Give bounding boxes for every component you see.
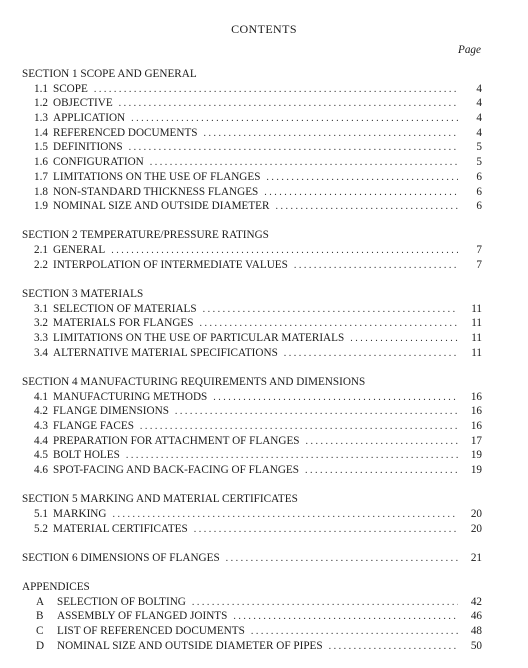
entry-title: FLANGE DIMENSIONS [53, 405, 169, 418]
section-heading[interactable]: SECTION 4 MANUFACTURING REQUIREMENTS AND DIMENSIONS [22, 375, 366, 388]
toc-entry[interactable] [22, 419, 482, 434]
toc-entry[interactable] [22, 316, 482, 331]
entry-title: APPLICATION [53, 112, 126, 125]
entry-page: 7 [476, 258, 482, 271]
entry-page: 4 [476, 126, 482, 139]
entry-page: 50 [470, 639, 482, 652]
dot-leader [251, 625, 458, 640]
entry-number: 3.3 [34, 332, 48, 344]
entry-page: 19 [470, 464, 482, 476]
dot-leader [266, 171, 458, 186]
entry-number: 5.2 [34, 522, 48, 535]
toc-section-1 [22, 67, 482, 214]
toc-entry[interactable] [22, 346, 482, 361]
dot-leader [275, 200, 458, 215]
toc-entry[interactable] [22, 507, 482, 522]
entry-page: 6 [476, 185, 482, 198]
toc-entry[interactable] [22, 609, 482, 624]
dot-leader [329, 640, 458, 655]
dot-leader [204, 127, 458, 142]
entry-number: 1.8 [34, 185, 48, 198]
dot-leader [131, 112, 458, 127]
dot-leader [129, 141, 458, 156]
toc-entry[interactable] [22, 551, 482, 566]
toc-entry[interactable] [22, 111, 482, 126]
entry-title: NON-STANDARD THICKNESS FLANGES [53, 185, 259, 198]
entry-title: FLANGE FACES [53, 419, 134, 432]
entry-page: 5 [476, 156, 482, 169]
entry-title: OBJECTIVE [53, 97, 113, 110]
entry-letter: B [36, 610, 44, 623]
entry-title: INTERPOLATION OF INTERMEDIATE VALUES [53, 258, 288, 271]
dot-leader [294, 259, 458, 274]
entry-title: NOMINAL SIZE AND OUTSIDE DIAMETER OF PIPES [57, 639, 323, 652]
entry-letter: A [36, 595, 45, 608]
entry-number: 4.1 [34, 390, 48, 403]
entry-title: MANUFACTURING METHODS [53, 390, 208, 403]
entry-title: SELECTION OF MATERIALS [53, 302, 197, 315]
section-heading[interactable]: SECTION 3 MATERIALS [22, 287, 144, 300]
toc-entry[interactable] [22, 126, 482, 141]
section-heading: SECTION 6 DIMENSIONS OF FLANGES [22, 551, 220, 564]
entry-page: 20 [470, 507, 482, 520]
section-heading[interactable]: SECTION 1 SCOPE AND GENERAL [22, 68, 197, 80]
toc-entry[interactable] [22, 434, 482, 449]
entry-page: 11 [471, 332, 482, 344]
toc-entry[interactable] [22, 140, 482, 155]
entry-title: LIMITATIONS ON THE USE OF FLANGES [53, 170, 261, 183]
entry-page: 19 [470, 449, 482, 462]
toc-entry[interactable] [22, 639, 482, 654]
entry-title: ASSEMBLY OF FLANGED JOINTS [57, 610, 228, 623]
entry-number: 5.1 [34, 507, 48, 520]
entry-page: 5 [476, 141, 482, 154]
dot-leader [213, 391, 458, 406]
dot-leader [203, 303, 458, 318]
toc-entry[interactable] [22, 331, 482, 346]
dot-leader [126, 449, 458, 464]
dot-leader [119, 97, 458, 112]
toc-entry[interactable] [22, 155, 482, 170]
entry-letter: C [36, 625, 44, 637]
entry-number: 4.4 [34, 434, 48, 447]
entry-page: 11 [471, 317, 482, 330]
toc-section-4 [22, 375, 482, 478]
toc-entry[interactable] [22, 463, 482, 478]
entry-page: 20 [470, 522, 482, 535]
entry-number: 3.4 [34, 346, 48, 359]
dot-leader [350, 332, 458, 347]
toc-entry[interactable] [22, 522, 482, 537]
entry-page: 17 [470, 434, 482, 447]
dot-leader [150, 156, 458, 171]
section-heading[interactable]: SECTION 2 TEMPERATURE/PRESSURE RATINGS [22, 229, 269, 242]
entry-title: SPOT-FACING AND BACK-FACING OF FLANGES [53, 464, 299, 476]
entry-page: 46 [470, 610, 482, 623]
entry-letter: D [36, 639, 45, 652]
entry-title: BOLT HOLES [53, 449, 120, 462]
entry-number: 1.7 [34, 170, 48, 183]
toc-entry[interactable] [22, 82, 482, 97]
entry-number: 2.2 [34, 258, 48, 271]
toc-entry[interactable] [22, 170, 482, 185]
entry-page: 6 [476, 170, 482, 183]
toc-entry[interactable] [22, 243, 482, 258]
entry-number: 4.5 [34, 449, 48, 462]
entry-number: 3.1 [34, 302, 48, 315]
toc-entry[interactable] [22, 258, 482, 273]
entry-page: 16 [470, 419, 482, 432]
page-column-heading: Page [458, 44, 481, 56]
toc-section-2 [22, 228, 482, 272]
entry-page: 42 [470, 595, 482, 608]
entry-page: 21 [470, 551, 482, 564]
toc-entry[interactable] [22, 185, 482, 200]
entry-page: 4 [476, 82, 482, 95]
entry-page: 6 [476, 200, 482, 213]
toc-entry[interactable] [22, 448, 482, 463]
entry-number: 1.9 [34, 200, 48, 213]
toc-entry[interactable] [22, 96, 482, 111]
page-title: CONTENTS [231, 22, 297, 36]
dot-leader [112, 508, 458, 523]
entry-number: 1.1 [34, 82, 48, 95]
entry-number: 4.3 [34, 419, 48, 432]
dot-leader [140, 420, 458, 435]
dot-leader [111, 244, 458, 259]
entry-title: REFERENCED DOCUMENTS [53, 126, 198, 139]
entry-number: 1.4 [34, 126, 48, 139]
toc-entry[interactable] [22, 199, 482, 214]
entry-number: 4.2 [34, 405, 48, 418]
entry-number: 1.3 [34, 112, 48, 125]
entry-page: 7 [476, 244, 482, 257]
entry-title: ALTERNATIVE MATERIAL SPECIFICATIONS [53, 346, 278, 359]
toc-entry[interactable] [22, 404, 482, 419]
entry-title: DEFINITIONS [53, 141, 123, 154]
entry-title: NOMINAL SIZE AND OUTSIDE DIAMETER [53, 200, 270, 213]
toc-entry[interactable] [22, 302, 482, 317]
dot-leader [194, 523, 458, 538]
toc-entry[interactable] [22, 624, 482, 639]
dot-leader [233, 610, 458, 625]
entry-page: 11 [471, 302, 482, 315]
dot-leader [226, 552, 458, 567]
entry-number: 2.1 [34, 244, 48, 257]
entry-number: 4.6 [34, 464, 48, 476]
entry-title: SELECTION OF BOLTING [57, 595, 186, 608]
dot-leader [264, 186, 458, 201]
toc-entry[interactable] [22, 390, 482, 405]
dot-leader [284, 347, 458, 362]
dot-leader [192, 596, 458, 611]
toc-section-3 [22, 287, 482, 360]
entry-title: LIMITATIONS ON THE USE OF PARTICULAR MATERIALS [53, 332, 345, 344]
toc-appendices [22, 580, 482, 653]
entry-number: 1.2 [34, 97, 48, 110]
toc-section-6 [22, 551, 482, 566]
section-heading[interactable]: SECTION 5 MARKING AND MATERIAL CERTIFICATES [22, 493, 298, 506]
section-heading[interactable]: APPENDICES [22, 580, 90, 593]
toc-entry[interactable] [22, 595, 482, 610]
table-of-contents [22, 67, 482, 668]
dot-leader [305, 464, 458, 479]
entry-page: 4 [476, 97, 482, 110]
entry-title: GENERAL [53, 244, 106, 257]
entry-number: 1.5 [34, 141, 48, 154]
entry-title: PREPARATION FOR ATTACHMENT OF FLANGES [53, 434, 300, 447]
toc-section-5 [22, 492, 482, 536]
entry-title: MATERIAL CERTIFICATES [53, 522, 188, 535]
entry-title: MATERIALS FOR FLANGES [53, 317, 194, 330]
entry-page: 4 [476, 112, 482, 125]
entry-title: MARKING [53, 507, 107, 520]
dot-leader [94, 83, 458, 98]
entry-number: 1.6 [34, 156, 48, 169]
entry-page: 48 [470, 625, 482, 637]
dot-leader [199, 317, 458, 332]
entry-title: CONFIGURATION [53, 156, 144, 169]
entry-title: SCOPE [53, 82, 88, 95]
entry-page: 11 [471, 346, 482, 359]
entry-page: 16 [470, 390, 482, 403]
entry-title: LIST OF REFERENCED DOCUMENTS [57, 625, 245, 637]
entry-number: 3.2 [34, 317, 48, 330]
entry-page: 16 [470, 405, 482, 418]
dot-leader [175, 405, 458, 420]
dot-leader [306, 435, 458, 450]
